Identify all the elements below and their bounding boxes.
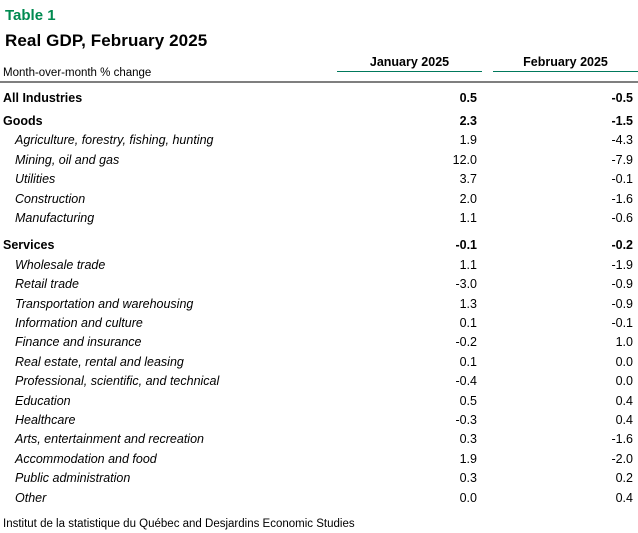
february-value: -0.9 xyxy=(611,277,633,292)
february-value: 0.0 xyxy=(615,374,633,389)
row-label: Finance and insurance xyxy=(15,335,142,350)
table-row xyxy=(0,430,638,449)
page-title: Real GDP, February 2025 xyxy=(5,31,208,50)
row-label: All Industries xyxy=(3,90,83,105)
january-value: 0.5 xyxy=(459,393,477,408)
january-value: 0.3 xyxy=(459,432,477,447)
row-label: Services xyxy=(3,238,55,253)
february-value: 0.2 xyxy=(615,471,633,486)
table-row xyxy=(0,236,638,255)
february-value: 0.0 xyxy=(615,354,633,369)
row-label: Information and culture xyxy=(15,315,143,330)
table-row xyxy=(0,131,638,150)
january-value: -0.4 xyxy=(455,374,477,389)
row-label: Healthcare xyxy=(15,412,76,427)
table-row xyxy=(0,189,638,208)
table-row xyxy=(0,294,638,313)
row-label: Manufacturing xyxy=(15,211,95,226)
row-label: Retail trade xyxy=(15,277,79,292)
february-value: 0.4 xyxy=(615,490,633,505)
january-value: 12.0 xyxy=(452,152,477,167)
february-value: -4.3 xyxy=(611,133,633,148)
table-row xyxy=(0,313,638,332)
january-value: 0.1 xyxy=(459,315,477,330)
table-row xyxy=(0,352,638,371)
table-row xyxy=(0,449,638,468)
table-row xyxy=(0,391,638,410)
title-block xyxy=(0,0,638,50)
row-label: Agriculture, forestry, fishing, hunting xyxy=(15,133,214,148)
february-value: 1.0 xyxy=(615,335,633,350)
january-value: 0.3 xyxy=(459,471,477,486)
row-label: Utilities xyxy=(15,172,56,187)
row-label: Accommodation and food xyxy=(15,451,157,466)
table-row xyxy=(0,468,638,487)
january-value: -0.1 xyxy=(455,238,477,253)
table-row xyxy=(0,410,638,429)
table-row xyxy=(0,88,638,107)
january-value: 2.3 xyxy=(459,114,477,129)
january-value: 0.0 xyxy=(459,490,477,505)
february-value: -0.2 xyxy=(611,238,633,253)
row-label: Other xyxy=(15,490,47,505)
february-value: -2.0 xyxy=(611,451,633,466)
table-body xyxy=(0,83,638,507)
february-value: -0.1 xyxy=(611,315,633,330)
row-label: Education xyxy=(15,393,71,408)
column-header-february: February 2025 xyxy=(493,55,638,72)
february-value: -0.1 xyxy=(611,172,633,187)
row-label: Construction xyxy=(15,191,86,206)
february-value: -0.6 xyxy=(611,211,633,226)
january-value: 1.3 xyxy=(459,296,477,311)
january-value: 1.1 xyxy=(459,257,477,272)
january-value: -0.3 xyxy=(455,412,477,427)
row-label: Professional, scientific, and technical xyxy=(15,374,220,389)
row-label: Public administration xyxy=(15,471,131,486)
february-value: -1.5 xyxy=(611,114,633,129)
january-value: -3.0 xyxy=(455,277,477,292)
row-label: Transportation and warehousing xyxy=(15,296,194,311)
table-row xyxy=(0,208,638,227)
january-value: 1.9 xyxy=(459,451,477,466)
table-row xyxy=(0,111,638,130)
table-row xyxy=(0,150,638,169)
february-value: -0.9 xyxy=(611,296,633,311)
january-value: 3.7 xyxy=(459,172,477,187)
row-label: Real estate, rental and leasing xyxy=(15,354,184,369)
column-header-january: January 2025 xyxy=(337,55,482,72)
january-value: -0.2 xyxy=(455,335,477,350)
table-row xyxy=(0,333,638,352)
february-value: -1.9 xyxy=(611,257,633,272)
january-value: 1.1 xyxy=(459,211,477,226)
row-label: Mining, oil and gas xyxy=(15,152,120,167)
table-number-label: Table 1 xyxy=(5,7,56,24)
row-label: Goods xyxy=(3,114,43,129)
table-row xyxy=(0,170,638,189)
february-value: -1.6 xyxy=(611,432,633,447)
february-value: -7.9 xyxy=(611,152,633,167)
row-label: Arts, entertainment and recreation xyxy=(15,432,204,447)
january-value: 0.5 xyxy=(459,90,477,105)
source-note: Institut de la statistique du Québec and Desjardins Economic Studies xyxy=(3,518,355,531)
january-value: 1.9 xyxy=(459,133,477,148)
february-value: -1.6 xyxy=(611,191,633,206)
table-row xyxy=(0,255,638,274)
table-header-row xyxy=(0,52,638,83)
table-row xyxy=(0,275,638,294)
january-value: 0.1 xyxy=(459,354,477,369)
row-label: Wholesale trade xyxy=(15,257,106,272)
measure-unit-label: Month-over-month % change xyxy=(3,67,152,79)
february-value: 0.4 xyxy=(615,412,633,427)
february-value: -0.5 xyxy=(611,90,633,105)
table-row xyxy=(0,488,638,507)
february-value: 0.4 xyxy=(615,393,633,408)
table-row xyxy=(0,371,638,390)
january-value: 2.0 xyxy=(459,191,477,206)
